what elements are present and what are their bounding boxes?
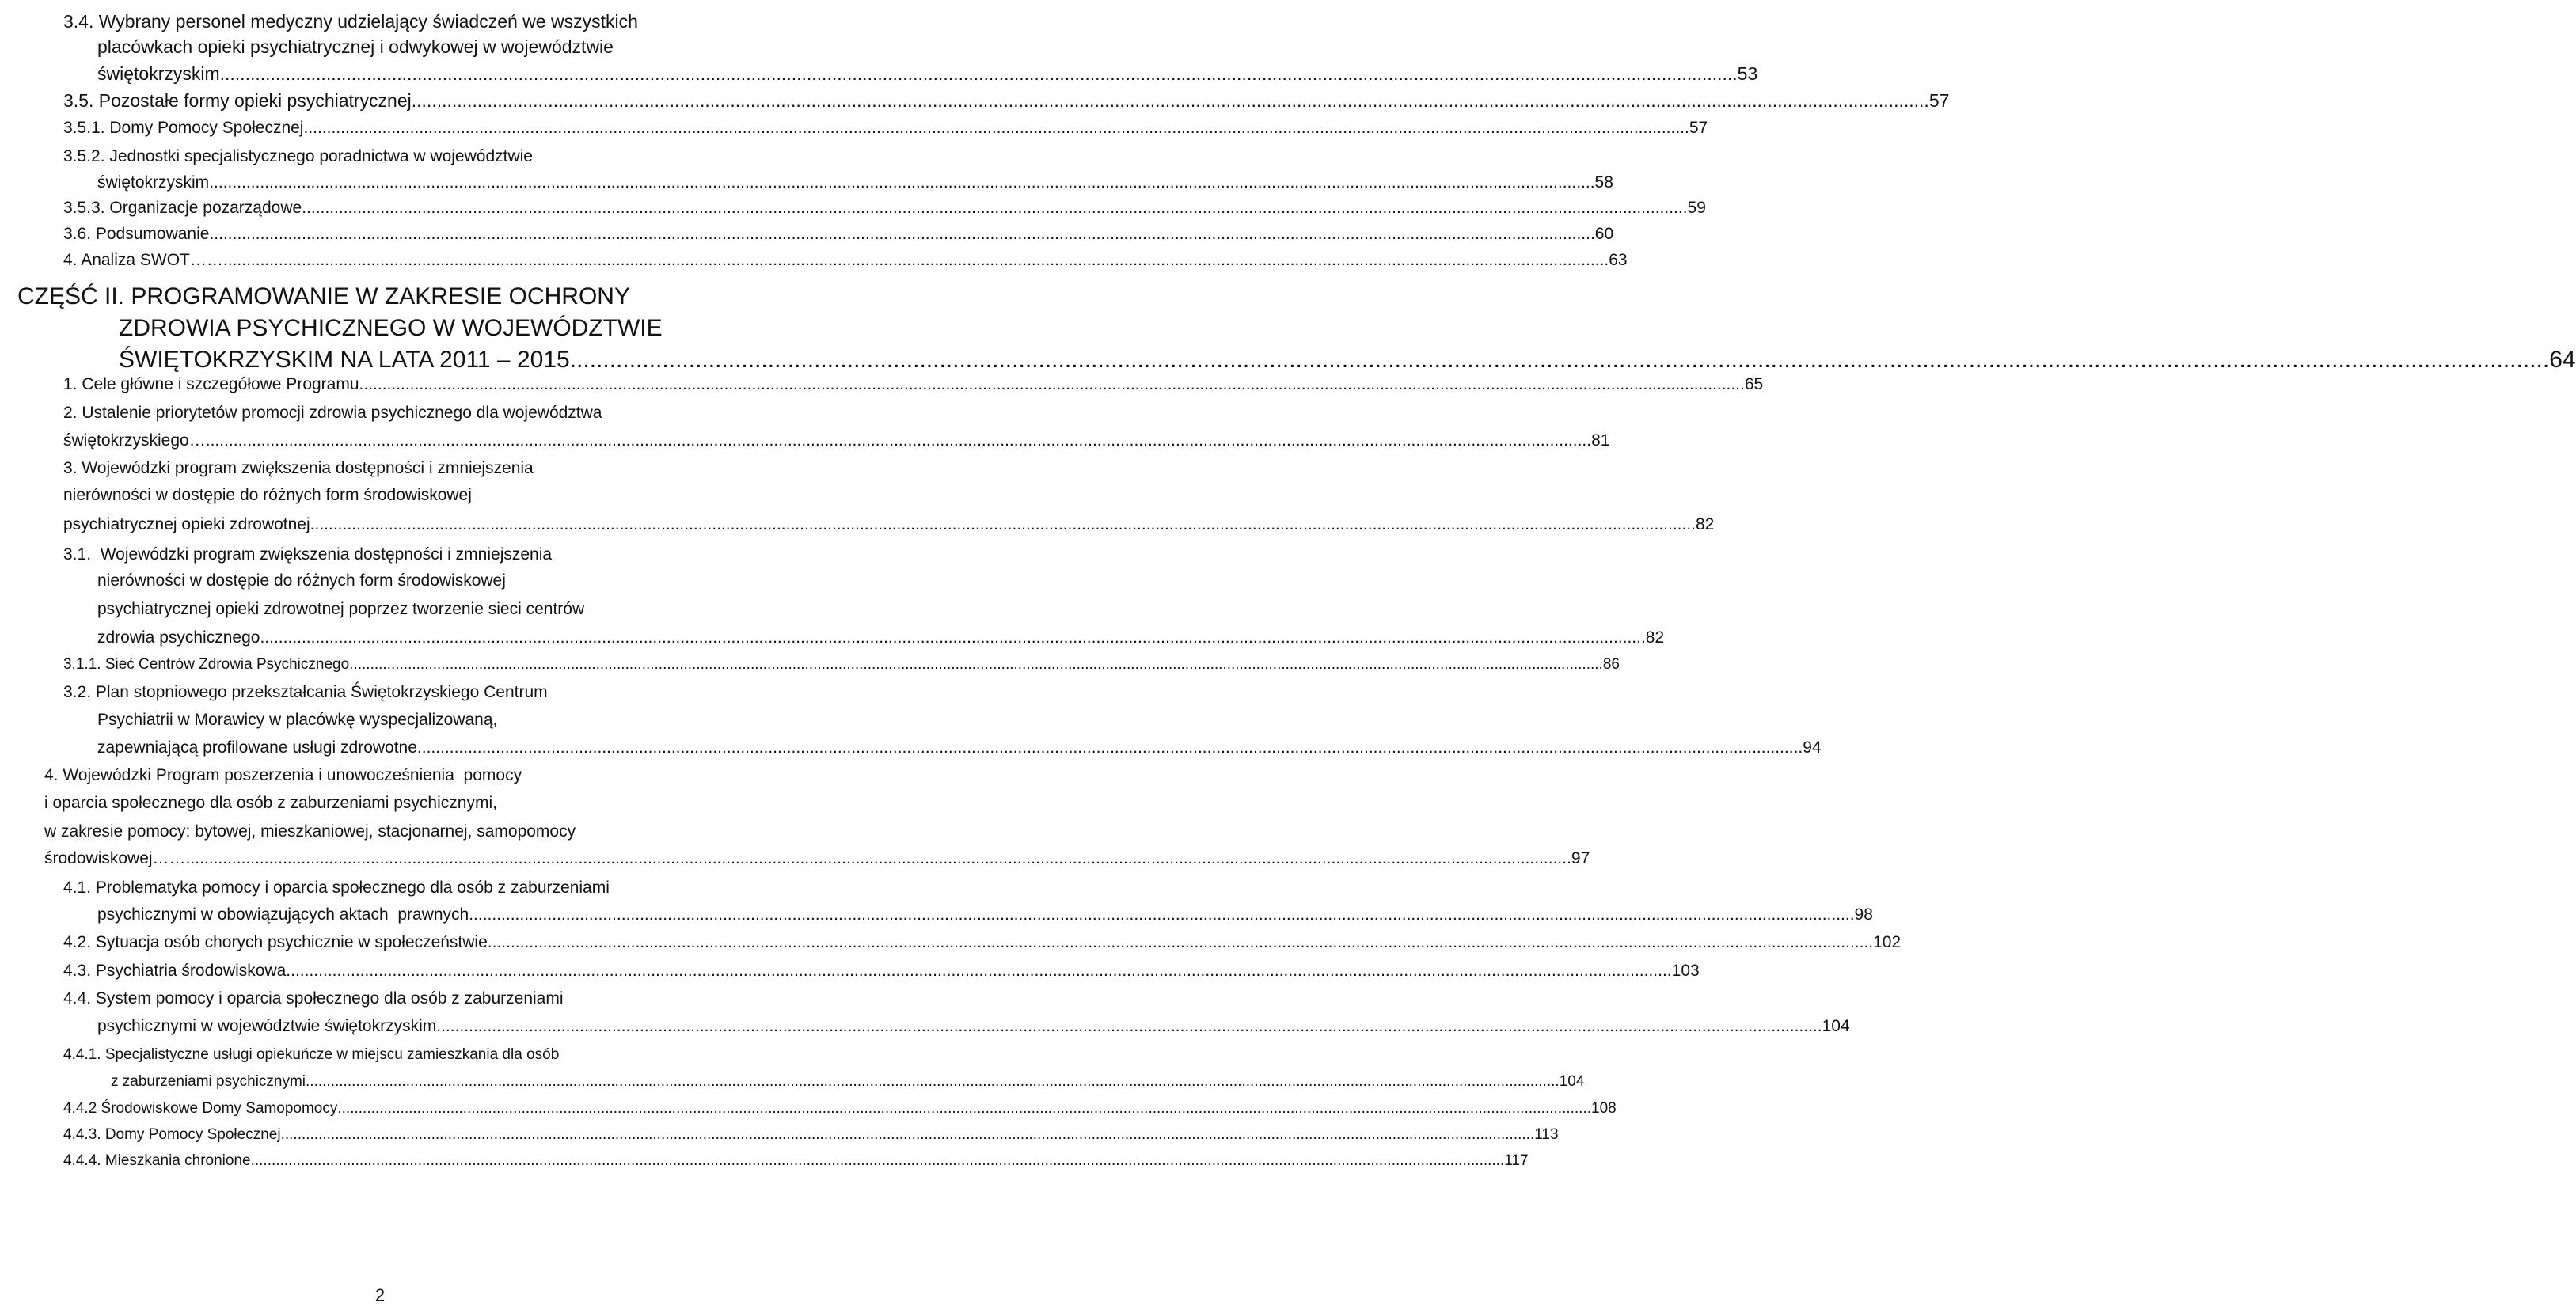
toc-entry: [97, 628, 1665, 647]
toc-entry-page: 98: [1854, 905, 1873, 924]
toc-dot-leader: ............................................................................................................................................................................................................................................................................................................: [205, 431, 1592, 450]
toc-dot-leader: ............................................................................................................................................................................................................................................................................................................: [286, 962, 1672, 980]
toc-entry-page: 103: [1671, 962, 1700, 980]
toc-dot-leader: ............................................................................................................................................................................................................................................................................................................: [469, 905, 1855, 924]
toc-entry: [97, 1017, 1850, 1036]
toc-dot-leader: ............................................................................................................................................................................................................................................................................................................: [302, 199, 1688, 217]
toc-entry-page: 60: [1594, 225, 1614, 243]
toc-entry-title: ZDROWIA PSYCHICZNEGO W WOJEWÓDZTWIE: [119, 315, 663, 341]
toc-entry: [63, 1046, 559, 1064]
toc-entry: [63, 119, 1708, 138]
toc-entry-title: CZĘŚĆ II. PROGRAMOWANIE W ZAKRESIE OCHRONY: [17, 283, 630, 309]
toc-dot-leader: ............................................................................................................................................................................................................................................................................................................: [411, 90, 1929, 111]
toc-entry: [63, 656, 1620, 674]
toc-entry-title: 3.5.1. Domy Pomocy Społecznej: [63, 119, 304, 137]
toc-entry-title: 3. Wojewódzki program zwiększenia dostępności i zmniejszenia: [63, 459, 534, 477]
toc-entry-title: 4. Wojewódzki Program poszerzenia i unowocześnienia pomocy: [44, 766, 522, 784]
toc-entry: [97, 173, 1613, 192]
toc-entry: [111, 1073, 1585, 1091]
toc-entry: [44, 766, 522, 785]
toc-entry-title: nierówności w dostępie do różnych form środowiskowej: [97, 571, 506, 590]
toc-entry: [63, 515, 1715, 534]
toc-dot-leader: ............................................................................................................................................................................................................................................................................................................: [359, 375, 1745, 393]
toc-dot-leader: ............................................................................................................................................................................................................................................................................................................: [487, 933, 1874, 951]
toc-entry-page: 59: [1687, 199, 1706, 217]
toc-dot-leader: ............................................................................................................................................................................................................................................................................................................: [303, 119, 1689, 137]
toc-entry-page: 104: [1822, 1017, 1850, 1035]
toc-entry-title: psychiatrycznej opieki zdrowotnej poprzez tworzenie sieci centrów: [97, 600, 585, 618]
toc-entry: [63, 486, 472, 505]
toc-entry: [17, 283, 630, 310]
toc-dot-leader: ............................................................................................................................................................................................................................................................................................................: [260, 628, 1646, 647]
toc-entry-title: 4.1. Problematyka pomocy i oparcia społecznego dla osób z zaburzeniami: [63, 878, 610, 897]
toc-entry-page: 53: [1737, 63, 1758, 84]
toc-entry-title: 4.4.4. Mieszkania chronione: [63, 1152, 251, 1169]
toc-entry-title: psychicznymi w obowiązujących aktach prawnych: [97, 905, 469, 924]
toc-dot-leader: ............................................................................................................................................................................................................................................................................................................: [436, 1017, 1822, 1035]
toc-entry-page: 58: [1594, 173, 1613, 192]
toc-entry-page: 94: [1803, 738, 1822, 757]
toc-entry-title: 2. Ustalenie priorytetów promocji zdrowia psychicznego dla województwa: [63, 404, 602, 422]
toc-entry-title: 3.1. Wojewódzki program zwiększenia dostępności i zmniejszenia: [63, 545, 553, 564]
toc-entry: [63, 878, 610, 897]
toc-entry-title: Psychiatrii w Morawicy w placówkę wyspecjalizowaną,: [97, 711, 498, 729]
toc-entry-title: nierówności w dostępie do różnych form środowiskowej: [63, 486, 472, 504]
toc-entry-page: 82: [1696, 515, 1715, 533]
toc-entry-title: świętokrzyskiego…: [63, 431, 206, 450]
toc-entry-title: 4.3. Psychiatria środowiskowa: [63, 962, 287, 980]
toc-entry-title: 4.4.3. Domy Pomocy Społecznej: [63, 1126, 281, 1143]
toc-entry: [97, 711, 497, 730]
toc-entry: [63, 431, 1610, 450]
toc-entry: [97, 600, 584, 619]
toc-entry: [63, 459, 534, 478]
toc-entry-title: świętokrzyskim: [97, 173, 210, 192]
toc-entry-title: psychiatrycznej opieki zdrowotnej: [63, 515, 310, 533]
toc-entry: [63, 989, 564, 1008]
toc-entry-title: z zaburzeniami psychicznymi: [111, 1073, 306, 1090]
toc-entry-page: 57: [1928, 90, 1950, 111]
toc-entry-page: 65: [1744, 375, 1764, 393]
toc-entry: [63, 1126, 1559, 1144]
toc-entry: [119, 315, 663, 342]
toc-entry: [97, 905, 1873, 924]
toc-entry: [97, 63, 1758, 85]
toc-entry-page: 86: [1602, 656, 1620, 673]
toc-dot-leader: ............................................................................................................................................................................................................................................................................................................: [209, 173, 1595, 192]
toc-entry-title: 4. Analiza SWOT……: [63, 251, 223, 269]
toc-entry-title: 1. Cele główne i szczegółowe Programu: [63, 375, 359, 393]
toc-entry: [63, 1100, 1617, 1118]
toc-entry-page: 82: [1645, 628, 1665, 647]
toc-entry-title: 4.4.2 Środowiskowe Domy Samopomocy: [63, 1100, 338, 1117]
toc-entry-title: środowiskowej……: [44, 849, 186, 867]
toc-entry-title: 3.6. Podsumowanie: [63, 225, 210, 243]
toc-entry: [44, 849, 1590, 868]
toc-dot-leader: ............................................................................................................................................................................................................................................................................................................: [306, 1073, 1560, 1090]
toc-dot-leader: ............................................................................................................................................................................................................................................................................................................: [337, 1100, 1592, 1117]
toc-entry-page: 117: [1504, 1152, 1529, 1169]
toc-entry-title: placówkach opieki psychiatrycznej i odwykowej w województwie: [97, 36, 614, 57]
toc-dot-leader: ............................................................................................................................................................................................................................................................................................................: [219, 63, 1738, 84]
toc-entry-page: 108: [1591, 1100, 1617, 1117]
toc-entry: [63, 90, 1950, 112]
toc-entry: [119, 347, 2576, 374]
toc-dot-leader: ............................................................................................................................................................................................................................................................................................................: [569, 347, 2550, 373]
toc-entry: [63, 147, 533, 166]
toc-entry-title: ŚWIĘTOKRZYSKIM NA LATA 2011 – 2015: [119, 347, 570, 373]
toc-dot-leader: ............................................................................................................................................................................................................................................................................................................: [310, 515, 1696, 533]
toc-entry: [63, 199, 1706, 218]
toc-entry: [97, 571, 506, 590]
toc-entry-title: zapewniającą profilowane usługi zdrowotne: [97, 738, 417, 757]
toc-entry: [63, 404, 602, 423]
toc-entry-title: 3.2. Plan stopniowego przekształcania Świętokrzyskiego Centrum: [63, 683, 548, 701]
toc-dot-leader: ............................................................................................................................................................................................................................................................................................................: [185, 849, 1571, 867]
toc-entry: [97, 36, 614, 58]
toc-entry-title: psychicznymi w województwie świętokrzyskim: [97, 1017, 437, 1035]
toc-entry-page: 102: [1873, 933, 1902, 951]
toc-entry-title: 3.5. Pozostałe formy opieki psychiatrycznej: [63, 90, 412, 111]
toc-entry: [63, 683, 548, 702]
toc-dot-leader: ............................................................................................................................................................................................................................................................................................................: [349, 656, 1603, 673]
toc-entry: [63, 375, 1764, 394]
toc-entry: [97, 738, 1822, 757]
toc-entry-page: 113: [1534, 1126, 1559, 1143]
page-number: 2: [374, 1285, 386, 1305]
toc-entry: [63, 1152, 1529, 1170]
toc-entry: [63, 962, 1700, 981]
toc-dot-leader: ............................................................................................................................................................................................................................................................................................................: [416, 738, 1803, 757]
toc-entry-page: 104: [1559, 1073, 1585, 1090]
toc-entry: [44, 822, 576, 841]
toc-entry-title: zdrowia psychicznego: [97, 628, 260, 647]
toc-entry: [63, 11, 638, 32]
toc-entry-title: 3.1.1. Sieć Centrów Zdrowia Psychicznego: [63, 656, 350, 673]
toc-entry-title: w zakresie pomocy: bytowej, mieszkaniowej, stacjonarnej, samopomocy: [44, 822, 576, 841]
toc-entry-title: 3.5.3. Organizacje pozarządowe: [63, 199, 302, 217]
toc-entry-title: 4.4. System pomocy i oparcia społecznego dla osób z zaburzeniami: [63, 989, 564, 1008]
toc-dot-leader: ............................................................................................................................................................................................................................................................................................................: [222, 251, 1609, 269]
toc-entry-title: i oparcia społecznego dla osób z zaburzeniami psychicznymi,: [44, 794, 497, 812]
toc-entry-title: 4.4.1. Specjalistyczne usługi opiekuńcze w miejscu zamieszkania dla osób: [63, 1046, 560, 1063]
toc-entry-page: 57: [1689, 119, 1708, 137]
toc-entry-page: 64: [2549, 347, 2576, 373]
toc-entry: [63, 933, 1902, 952]
toc-entry: [63, 251, 1628, 270]
toc-entry: [44, 794, 497, 813]
toc-dot-leader: ............................................................................................................................................................................................................................................................................................................: [250, 1152, 1505, 1169]
toc-entry-page: 97: [1571, 849, 1590, 867]
toc-entry-title: 3.4. Wybrany personel medyczny udzielający świadczeń we wszystkich: [63, 11, 638, 32]
toc-entry-title: 3.5.2. Jednostki specjalistycznego poradnictwa w województwie: [63, 147, 533, 165]
toc-entry-title: 4.2. Sytuacja osób chorych psychicznie w społeczeństwie: [63, 933, 488, 951]
toc-entry: [63, 545, 552, 564]
toc-dot-leader: ............................................................................................................................................................................................................................................................................................................: [280, 1126, 1535, 1143]
toc-entry-page: 63: [1609, 251, 1628, 269]
toc-entry: [63, 225, 1614, 244]
toc-dot-leader: ............................................................................................................................................................................................................................................................................................................: [209, 225, 1595, 243]
toc-entry-title: świętokrzyskim: [97, 63, 220, 84]
toc-entry-page: 81: [1591, 431, 1610, 450]
